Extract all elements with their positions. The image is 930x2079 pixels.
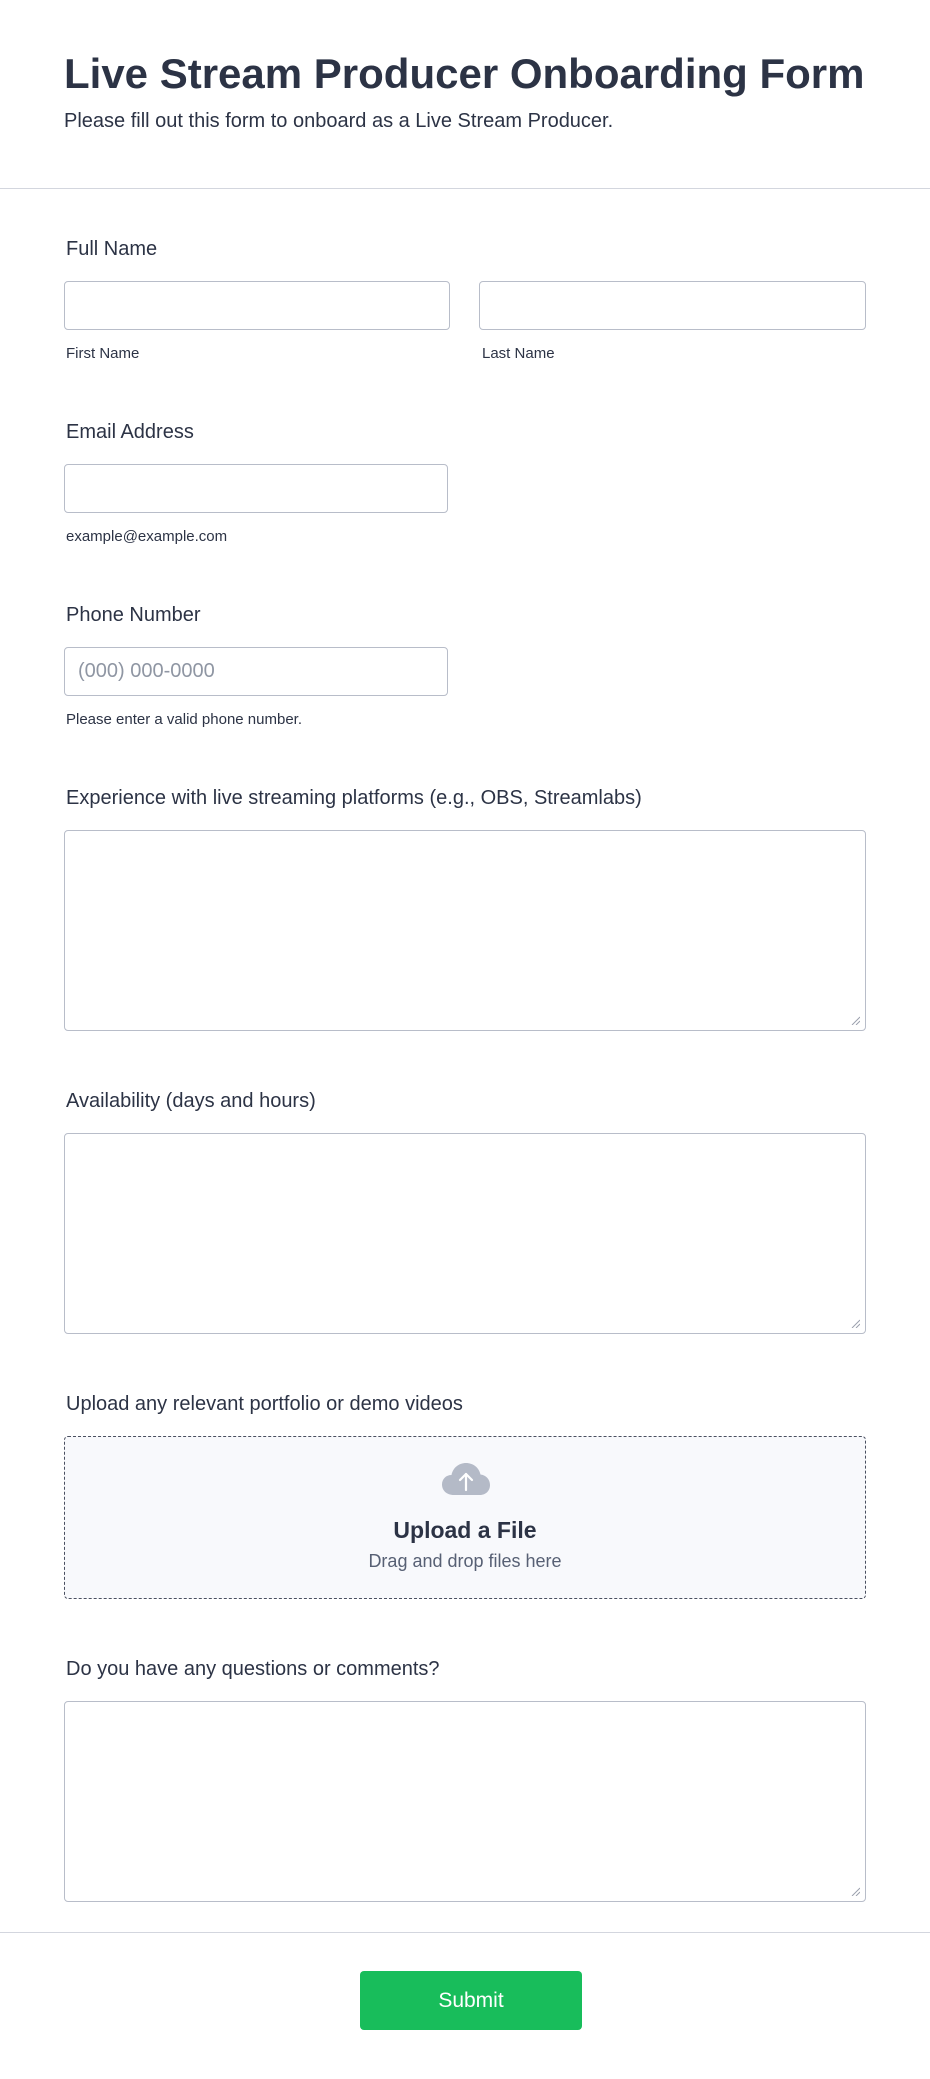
file-upload-dropzone[interactable]: [64, 1436, 866, 1599]
availability-textarea[interactable]: [64, 1133, 866, 1334]
footer-divider: [0, 1932, 930, 1933]
experience-textarea[interactable]: [64, 830, 866, 1031]
email-input[interactable]: [64, 464, 448, 513]
phone-input[interactable]: [64, 647, 448, 696]
upload-hint: Drag and drop files here: [368, 1551, 562, 1571]
form-subtitle: Please fill out this form to onboard as a Live Stream Producer.: [64, 110, 614, 132]
first-name-sublabel: First Name: [66, 345, 140, 362]
availability-label: Availability (days and hours): [66, 1090, 316, 1112]
last-name-input[interactable]: [479, 281, 866, 330]
resize-grip-icon[interactable]: [851, 1887, 860, 1896]
email-sublabel: example@example.com: [66, 528, 228, 545]
first-name-input[interactable]: [64, 281, 450, 330]
resize-grip-icon[interactable]: [851, 1016, 860, 1025]
phone-sublabel: Please enter a valid phone number.: [66, 711, 302, 728]
comments-label: Do you have any questions or comments?: [66, 1658, 440, 1680]
comments-textarea[interactable]: [64, 1701, 866, 1902]
form-header: [0, 0, 930, 189]
phone-label: Phone Number: [66, 604, 201, 626]
experience-label: Experience with live streaming platforms (e.g., OBS, Streamlabs): [66, 787, 642, 809]
last-name-sublabel: Last Name: [482, 345, 555, 362]
resize-grip-icon[interactable]: [851, 1319, 860, 1328]
full-name-label: Full Name: [66, 238, 158, 260]
upload-title: Upload a File: [393, 1517, 537, 1543]
form-title: Live Stream Producer Onboarding Form: [64, 50, 865, 97]
upload-label: Upload any relevant portfolio or demo videos: [66, 1393, 463, 1415]
submit-button[interactable]: Submit: [360, 1971, 582, 2030]
cloud-upload-icon: [441, 1461, 491, 1497]
email-label: Email Address: [66, 421, 194, 443]
